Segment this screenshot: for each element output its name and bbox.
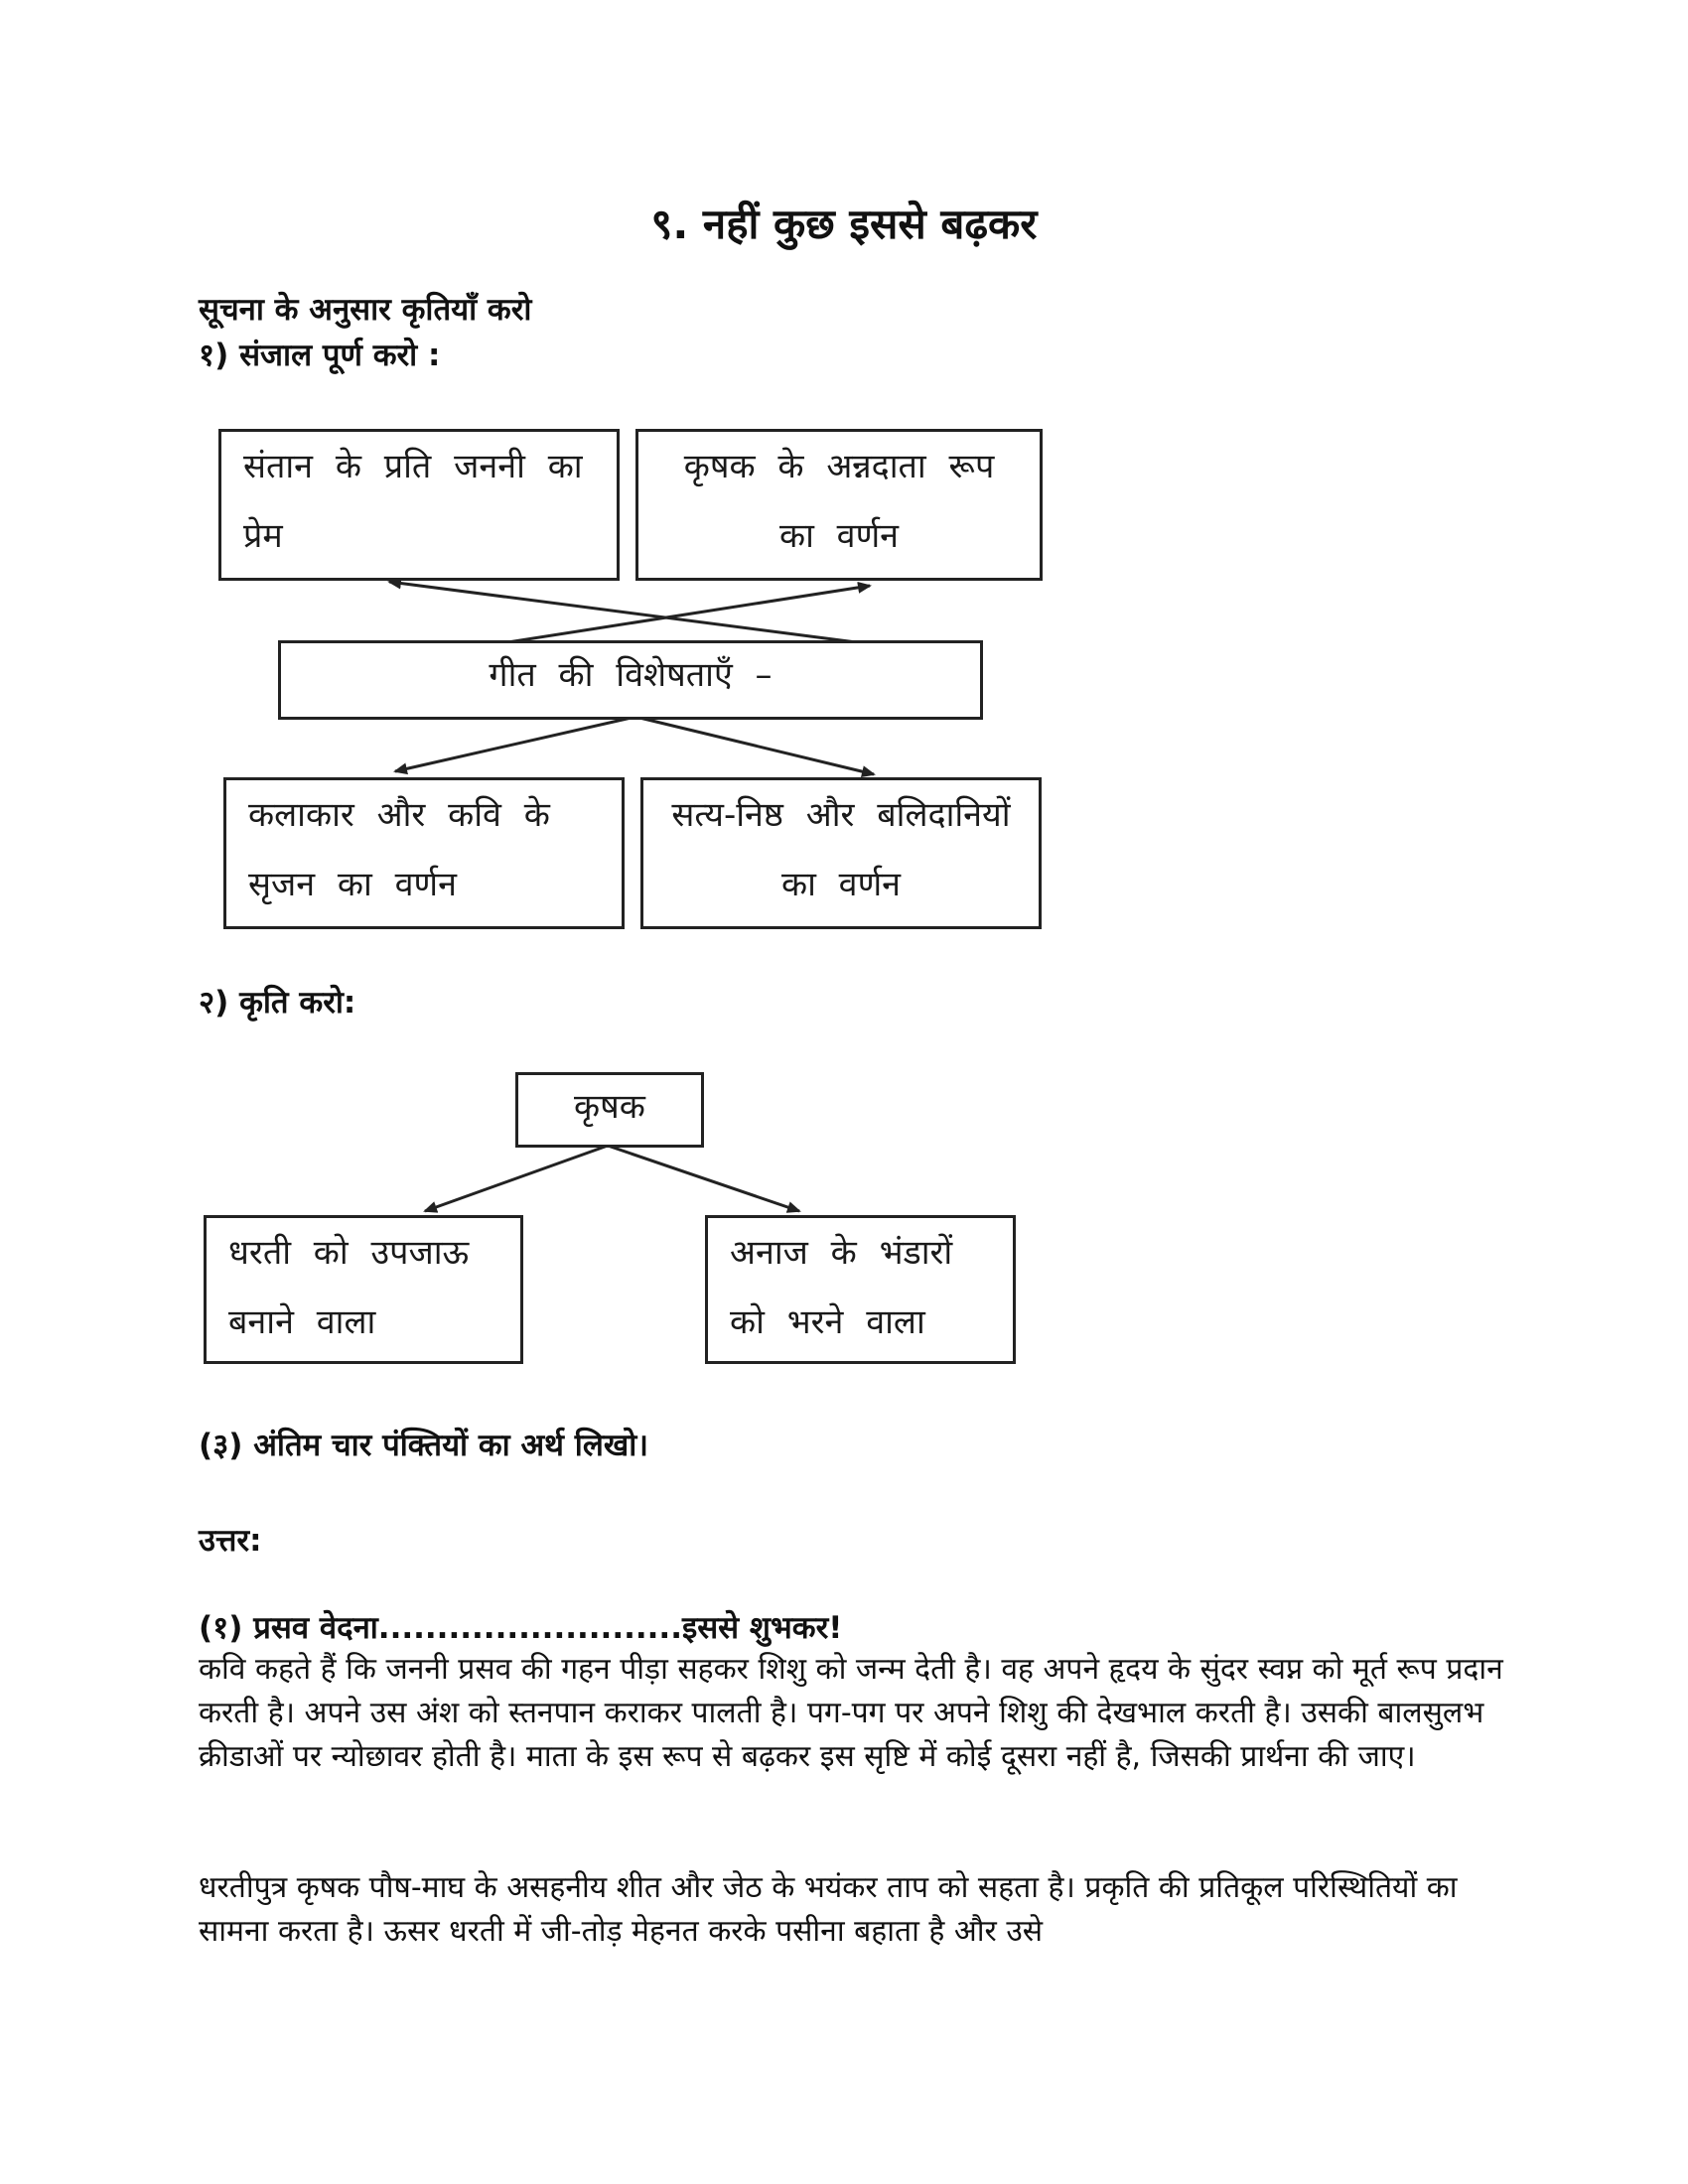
web-box-bottom-right: सत्य-निष्ठ और बलिदानियों का वर्णन — [640, 777, 1042, 929]
instructions-heading: सूचना के अनुसार कृतियाँ करो — [199, 292, 532, 328]
arrow-to-bottom-left — [395, 717, 635, 771]
right-child-box: अनाज के भंडारों को भरने वाला — [705, 1215, 1016, 1364]
arrow-to-right-child — [608, 1146, 799, 1211]
page-title: ९. नहीं कुछ इससे बढ़कर — [650, 200, 1038, 248]
arrow-to-left-child — [425, 1146, 608, 1211]
arrow-to-top-right — [501, 586, 870, 643]
web-box-top-left: संतान के प्रति जननी का प्रेम — [218, 429, 620, 581]
web-box-top-right: कृषक के अन्नदाता रूप का वर्णन — [635, 429, 1043, 581]
answer-paragraph-2: धरतीपुत्र कृषक पौष-माघ के असहनीय शीत और जेठ के भयंकर ताप को सहता है। प्रकृति की प्रतिकूल परिस्थितियों का सामना करता है। ऊसर धरती में जी-तोड़ मेहनत करके पसीना बहाता है और उसे — [199, 1870, 1458, 1949]
question-2-label: २) कृति करो: — [199, 985, 356, 1021]
answer-label: उत्तर: — [199, 1523, 262, 1559]
left-child-box: धरती को उपजाऊ बनाने वाला — [204, 1215, 523, 1364]
question-3-label: (३) अंतिम चार पंक्तियों का अर्थ लिखो। — [199, 1428, 648, 1463]
web-box-bottom-left: कलाकार और कवि के सृजन का वर्णन — [223, 777, 625, 929]
root-box: कृषक — [515, 1072, 704, 1148]
question-1-label: १) संजाल पूर्ण करो : — [199, 338, 441, 373]
answer-paragraph-1: कवि कहते हैं कि जननी प्रसव की गहन पीड़ा सहकर शिशु को जन्म देती है। वह अपने हृदय के सुंदर स्वप्न को मूर्त रूप प्रदान करती है। अपने उस अंश को स्तनपान कराकर पालती है। पग-पग पर अपने शिशु की देखभाल करती है। उसकी बालसुलभ क्रीडाओं पर न्योछावर होती है। माता के इस रूप से बढ़कर इस सृष्टि में कोई दूसरा नहीं है, जिसकी प्रार्थना की जाए। — [199, 1652, 1503, 1774]
answer-stanza-reference: (१) प्रसव वेदना..........................इससे शुभकर! — [199, 1610, 843, 1646]
arrow-to-top-left — [389, 582, 864, 643]
web-center-box: गीत की विशेषताएँ – — [278, 640, 983, 720]
arrow-to-bottom-right — [635, 717, 874, 774]
